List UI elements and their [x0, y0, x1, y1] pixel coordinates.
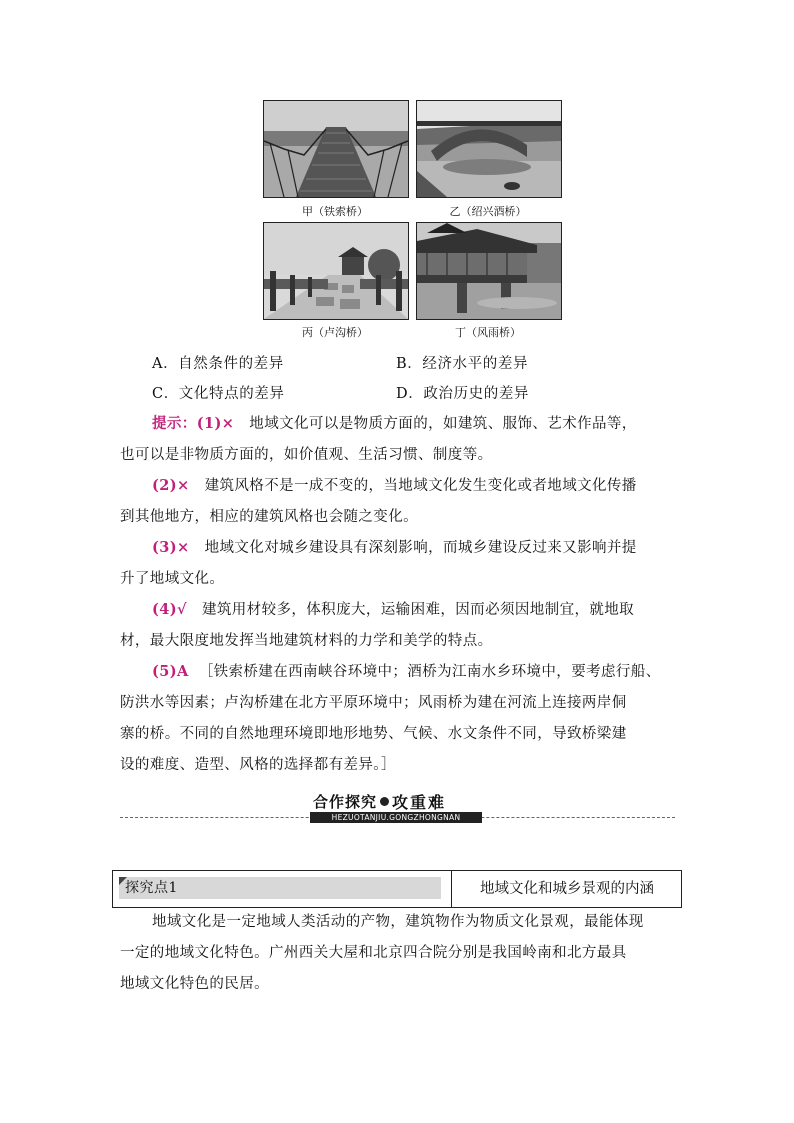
photo-shaoxing-bridge — [416, 100, 562, 198]
hint-p3-line2: 升了地域文化。 — [120, 571, 225, 587]
body-line2: 一定的地域文化特色。广州西关大屋和北京四合院分别是我国岭南和北方最具 — [120, 945, 627, 961]
caption-bing: 丙（卢沟桥） — [302, 326, 368, 339]
hint-p4-text1: 建筑用材较多，体积庞大，运输困难，因而必须因地制宜，就地取 — [201, 602, 635, 618]
hint-p2-text1: 建筑风格不是一成不变的，当地域文化发生变化或者地域文化传播 — [204, 478, 637, 494]
body-line3: 地域文化特色的民居。 — [120, 976, 269, 992]
hint-label: 提示： — [152, 415, 197, 432]
hint-p1-line2: 也可以是非物质方面的，如价值观、生活习惯、制度等。 — [120, 447, 493, 463]
hint-p2-mark: (2)× — [152, 477, 190, 494]
option-c: C．文化特点的差异 — [152, 386, 285, 402]
photo-wind-rain-bridge — [416, 222, 562, 320]
caption-ding: 丁（风雨桥） — [455, 326, 521, 339]
section-title-right: 攻重难 — [392, 793, 447, 812]
photo-iron-chain-bridge — [263, 100, 409, 198]
hint-p3-mark: (3)× — [152, 539, 190, 556]
explore-tag: 探究点1 — [125, 880, 178, 896]
explore-divider — [451, 871, 452, 907]
hint-p3-text1: 地域文化对城乡建设具有深刻影响，而城乡建设反过来又影响并提 — [204, 540, 637, 556]
option-d: D．政治历史的差异 — [396, 386, 530, 402]
hint-p5-line2: 防洪水等因素；卢沟桥建在北方平原环境中；风雨桥为建在河流上连接两岸侗 — [120, 695, 627, 711]
hint-p3-line1 — [152, 538, 637, 558]
hint-p4-line1 — [152, 600, 634, 620]
hint-p2-line1 — [152, 476, 637, 496]
arrow-circle-icon — [380, 797, 389, 806]
explore-box — [112, 870, 682, 908]
section-title — [313, 790, 446, 813]
hint-p2-line2: 到其他地方，相应的建筑风格也会随之变化。 — [120, 509, 418, 525]
section-title-left: 合作探究 — [313, 793, 378, 811]
explore-topic: 地域文化和城乡景观的内涵 — [480, 881, 654, 897]
hint-p5-line3: 寨的桥。不同的自然地理环境即地形地势、气候、水文条件不同，导致桥梁建 — [120, 726, 627, 742]
caption-yi: 乙（绍兴酒桥） — [449, 205, 527, 218]
option-b: B．经济水平的差异 — [396, 356, 529, 372]
hint-p5-mark: (5)A — [152, 663, 189, 680]
hint-p1-line1 — [152, 414, 637, 434]
section-pinyin: HEZUOTANJIU.GONGZHONGNAN — [310, 812, 482, 823]
body-line1: 地域文化是一定地域人类活动的产物，建筑物作为物质文化景观，最能体现 — [152, 914, 644, 930]
hint-p4-line2: 材，最大限度地发挥当地建筑材料的力学和美学的特点。 — [120, 633, 493, 649]
hint-p4-mark: (4)√ — [152, 601, 187, 618]
hint-p1-mark: (1)× — [196, 415, 235, 432]
hint-p1-text1: 地域文化可以是物质方面的，如建筑、服饰、艺术作品等， — [249, 416, 637, 432]
caption-jia: 甲（铁索桥） — [302, 205, 368, 218]
hint-p5-line1 — [152, 662, 661, 682]
hint-p5-line4: 设的难度、造型、风格的选择都有差异。］ — [120, 757, 396, 773]
photo-lugou-bridge — [263, 222, 409, 320]
hint-p5-text1: ［铁索桥建在西南峡谷环境中；酒桥为江南水乡环境中，要考虑行船、 — [198, 664, 661, 680]
option-a: A．自然条件的差异 — [152, 356, 284, 372]
